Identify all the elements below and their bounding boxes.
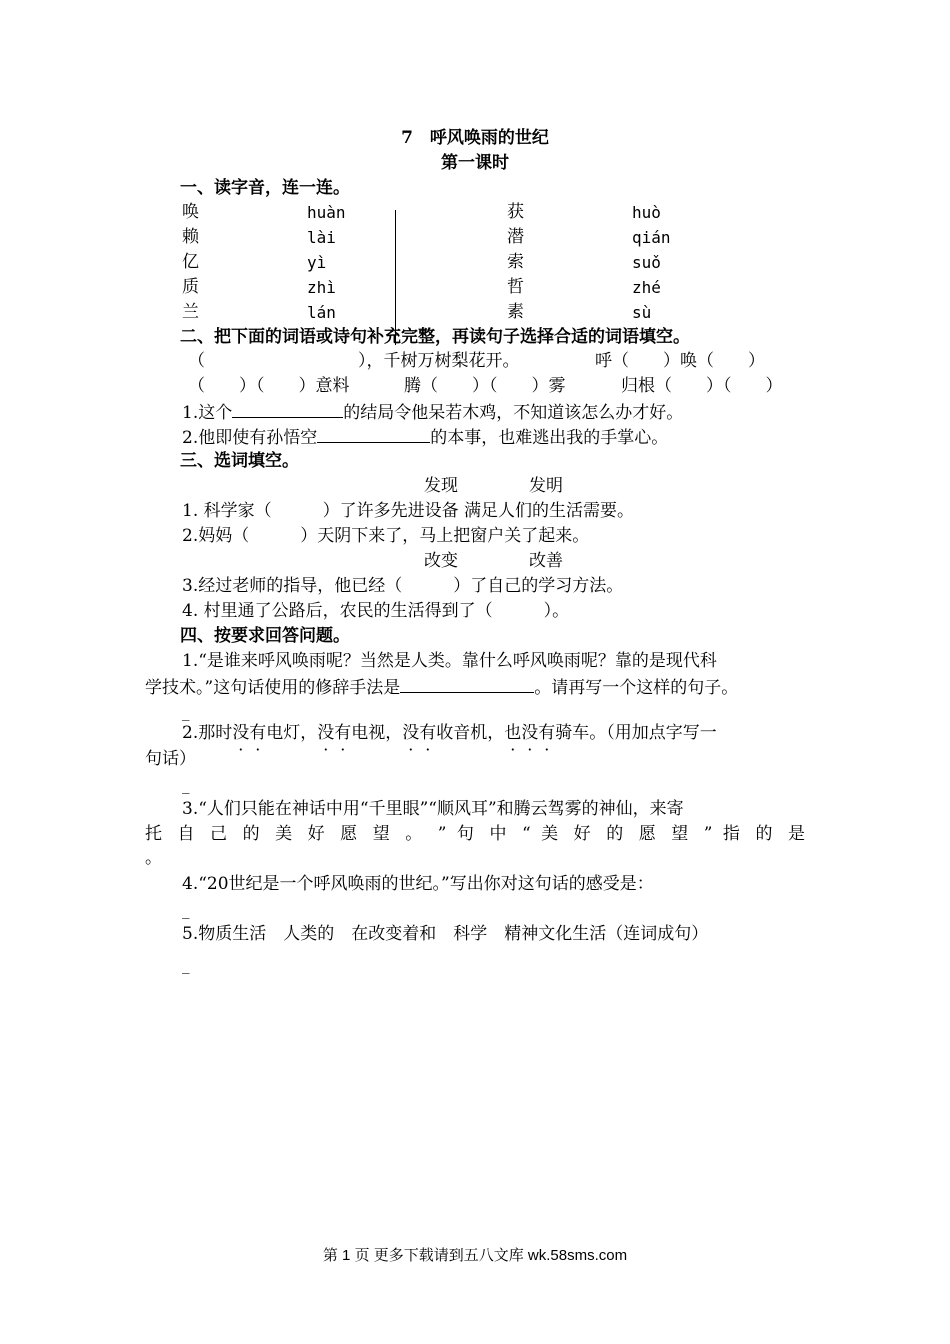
- word-option: 发现: [424, 476, 458, 496]
- section3-question-3: 3.经过老师的指导，他已经（ ）了自己的学习方法。: [182, 576, 624, 596]
- right-pinyin: suǒ: [632, 253, 661, 272]
- page-footer: 第 1 页 更多下载请到五八文库 wk.58sms.com: [322, 1247, 628, 1264]
- right-char: 索: [507, 252, 524, 272]
- left-pinyin: lài: [307, 228, 336, 247]
- section4-question-2-line1: 2.那时没有电灯，没有电视，没有收音机，也没有骑车。（用加点字写一: [182, 723, 717, 743]
- poem-fill-blank: （ ），千树万树梨花开。: [188, 351, 520, 371]
- answer-blank[interactable]: [317, 424, 430, 443]
- answer-line[interactable]: _: [182, 776, 190, 794]
- right-pinyin: huò: [632, 203, 661, 222]
- word-option: 发明: [529, 476, 563, 496]
- section4-question-3-line1: 3.“人们只能在神话中用“千里眼”“顺风耳”和腾云驾雾的神仙，来寄: [182, 799, 684, 819]
- word-option: 改善: [529, 551, 563, 571]
- left-pinyin: yì: [307, 253, 327, 272]
- section4-question-2-line2: 句话）: [145, 749, 196, 769]
- idiom-fill-teng-wu: 腾（ ）（ ）雾: [404, 376, 566, 396]
- answer-line[interactable]: _: [182, 901, 190, 919]
- left-char: 兰: [182, 302, 199, 322]
- left-pinyin: huàn: [307, 203, 346, 222]
- section4-question-3-line2: 托 自 己 的 美 好 愿 望 。 ” 句 中 “ 美 好 的 愿 望 ” 指 的 是: [145, 824, 805, 844]
- section4-heading: 四、按要求回答问题。: [180, 626, 350, 646]
- right-char: 哲: [507, 277, 524, 297]
- section3-heading: 三、选词填空。: [180, 451, 299, 471]
- right-pinyin: sù: [632, 303, 652, 322]
- left-char: 赖: [182, 227, 199, 247]
- section3-question-4: 4. 村里通了公路后，农民的生活得到了（ ）。: [182, 601, 570, 621]
- section4-question-1-line2: 学技术。”这句话使用的修辞手法是 。请再写一个这样的句子。: [145, 674, 738, 701]
- section4-question-5: 5.物质生活 人类的 在改变着和 科学 精神文化生活（连词成句）: [182, 924, 709, 944]
- section3-question-2: 2.妈妈（ ）天阴下来了，马上把窗户关了起来。: [182, 526, 590, 546]
- section4-question-4: 4.“20世纪是一个呼风唤雨的世纪。”写出你对这句话的感受是：: [182, 874, 654, 894]
- answer-line[interactable]: _: [182, 703, 190, 721]
- right-char: 素: [507, 302, 524, 322]
- right-char: 潜: [507, 227, 524, 247]
- left-char: 亿: [182, 252, 199, 272]
- section2-question-1: 1.这个 的结局令他呆若木鸡，不知道该怎么办才好。: [182, 399, 683, 426]
- section4-question-1-line1: 1.“是谁来呼风唤雨呢？当然是人类。靠什么呼风唤雨呢？靠的是现代科: [182, 651, 717, 671]
- word-option: 改变: [424, 551, 458, 571]
- section1-heading: 一、读字音，连一连。: [180, 178, 350, 198]
- idiom-fill-hu-huan: 呼（ ）唤（ ）: [595, 351, 765, 371]
- section2-heading: 二、把下面的词语或诗句补充完整，再读句子选择合适的词语填空。: [180, 327, 690, 347]
- answer-blank[interactable]: [400, 674, 534, 693]
- right-char: 获: [507, 202, 524, 222]
- left-char: 质: [182, 277, 199, 297]
- left-pinyin: lán: [307, 303, 336, 322]
- left-char: 唤: [182, 202, 199, 222]
- right-pinyin: qián: [632, 228, 671, 247]
- left-pinyin: zhì: [307, 278, 336, 297]
- section4-question-3-line3: 。: [145, 848, 162, 868]
- answer-line[interactable]: _: [182, 956, 190, 974]
- idiom-fill-yiliao: （ ）（ ）意料: [188, 376, 350, 396]
- answer-blank[interactable]: [232, 399, 343, 418]
- idiom-fill-guigen: 归根（ ）（ ）: [621, 376, 783, 396]
- right-pinyin: zhé: [632, 278, 661, 297]
- lesson-title: 7 呼风唤雨的世纪: [401, 128, 549, 148]
- section3-question-1: 1. 科学家（ ）了许多先进设备 满足人们的生活需要。: [182, 501, 635, 521]
- section2-question-2: 2.他即使有孙悟空 的本事，也难逃出我的手掌心。: [182, 424, 668, 451]
- period-subtitle: 第一课时: [441, 153, 509, 173]
